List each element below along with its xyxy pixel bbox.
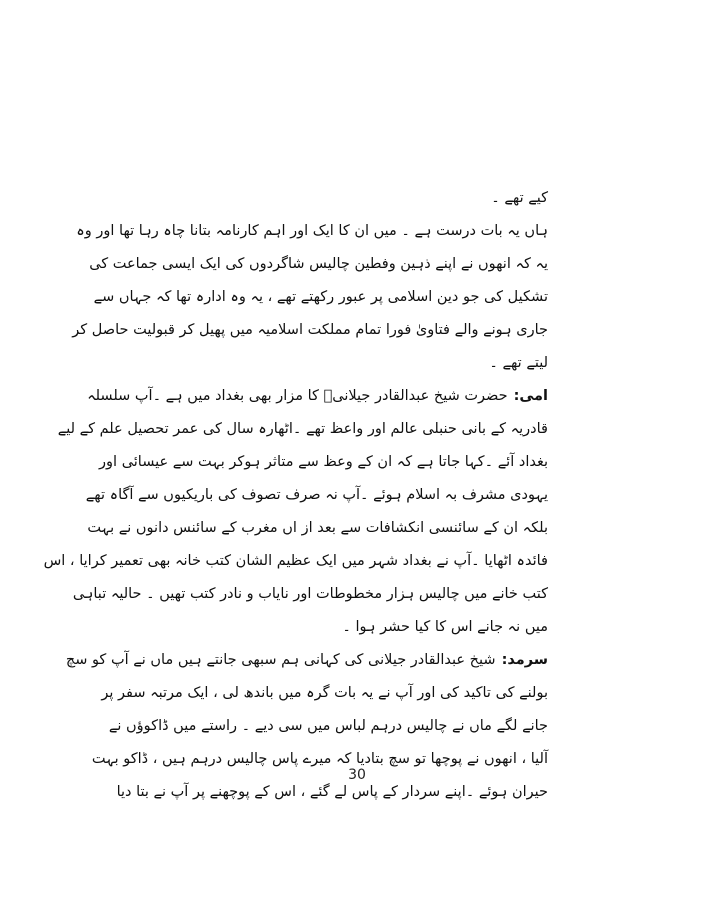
paragraph-3-line-2: قادریہ کے بانی حنبلی عالم اور واعظ تھے ۔اٹھارہ سال کی عمر تحصیل علم کے لیے [57, 421, 548, 437]
speaker-sarmad: سرمد: [501, 652, 548, 668]
paragraph-3-line-1-text: حضرت شیخ عبدالقادر جیلانیؒ کا مزار بھی بغداد میں ہے ۔آپ سلسلہ [87, 388, 508, 404]
paragraph-3-line-1 [87, 380, 548, 413]
paragraph-2-line-3: تشکیل کی جو دین اسلامی پر عبور رکھتے تھے ، یہ وہ ادارہ تھا کہ جہاں سے [93, 289, 548, 305]
paragraph-4-line-4: آلیا ، انھوں نے پوچھا تو سچ بتادیا کہ میرے پاس چالیس درہم ہیں ، ڈاکو بہت [91, 751, 548, 767]
speaker-ammi: امی: [513, 388, 548, 404]
paragraph-3-line-4: یہودی مشرف بہ اسلام ہوئے ۔آپ نہ صرف تصوف کی باریکیوں سے آگاہ تھے [85, 487, 548, 503]
paragraph-4-line-5: حیران ہوئے ۔اپنے سردار کے پاس لے گئے ، اس کے پوچھنے پر آپ نے بتا دیا [116, 784, 548, 800]
paragraph-2-line-5: لیتے تھے ۔ [489, 355, 548, 371]
paragraph-3-line-8: میں نہ جانے اس کا کیا حشر ہوا ۔ [342, 619, 548, 635]
paragraph-2-line-1: ہاں یہ بات درست ہے ۔ میں ان کا ایک اور اہم کارنامہ بتانا چاہ رہا تھا اور وہ [76, 223, 548, 239]
paragraph-4-line-1 [65, 644, 548, 677]
paragraph-3-line-7: کتب خانے میں چالیس ہزار مخطوطات اور نایاب و نادر کتب تھیں ۔ حالیہ تباہی [72, 586, 548, 602]
paragraph-3-line-5: بلکہ ان کے سائنسی انکشافات سے بعد از اں مغرب کے سائنس دانوں نے بہت [87, 520, 548, 536]
paragraph-4-line-3: جانے لگے ماں نے چالیس درہم لباس میں سی دیے ۔ راستے میں ڈاکوؤں نے [108, 718, 548, 734]
paragraph-3-line-3: بغداد آئے ۔کہا جاتا ہے کہ ان کے وعظ سے متاثر ہوکر بہت سے عیسائی اور [99, 454, 548, 470]
paragraph-1-line-1: کیے تھے ۔ [491, 190, 548, 206]
paragraph-4-line-1-text: شیخ عبدالقادر جیلانی کی کہانی ہم سبھی جانتے ہیں ماں نے آپ کو سچ [65, 652, 496, 668]
paragraph-4-line-2: بولنے کی تاکید کی اور آپ نے یہ بات گرہ میں باندھ لی ، ایک مرتبہ سفر پر [101, 685, 548, 701]
body-text [43, 182, 548, 809]
paragraph-2-line-4: جاری ہونے والے فتاویٰ فورا تمام مملکت اسلامیہ میں پھیل کر قبولیت حاصل کر [72, 322, 548, 338]
page-number: 30 [348, 767, 366, 783]
paragraph-3-line-6: فائدہ اٹھایا ۔آپ نے بغداد شہر میں ایک عظیم الشان کتب خانہ بھی تعمیر کرایا ، اس [43, 553, 548, 569]
paragraph-2-line-2: یہ کہ انھوں نے اپنے ذہین وفطین چالیس شاگردوں کی ایک ایسی جماعت کی [89, 256, 548, 272]
